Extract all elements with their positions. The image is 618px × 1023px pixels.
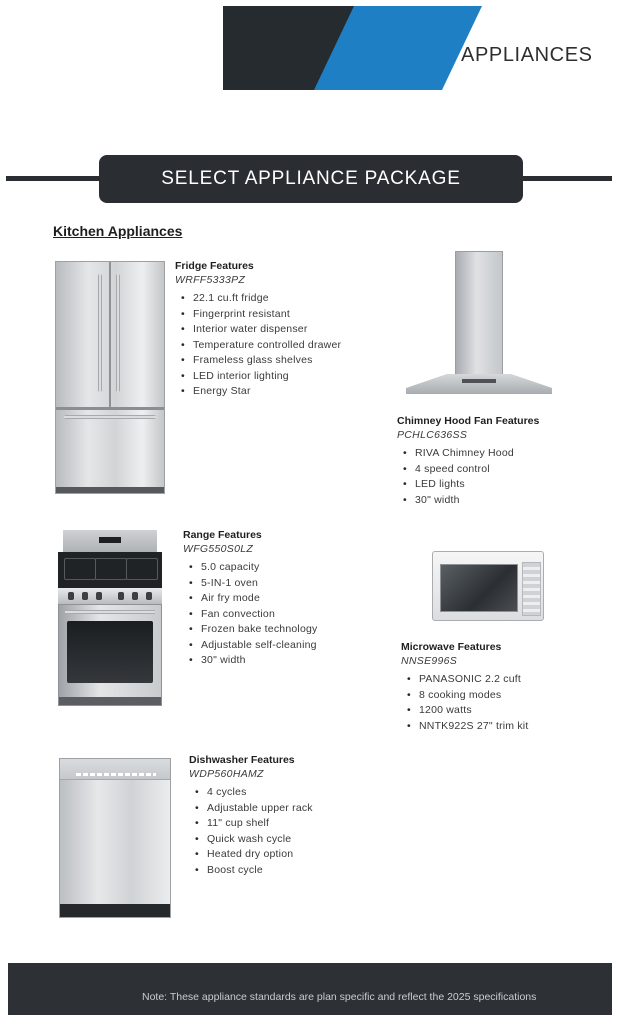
range-image [58,530,162,706]
list-item: • 4 speed control [403,462,539,478]
fridge-features-title: Fridge Features [175,260,254,272]
fridge-features [175,260,341,400]
dishwasher-image [59,758,171,918]
chimney-hood-canopy [406,374,552,394]
list-item: • LED lights [403,477,539,493]
list-item: • PANASONIC 2.2 cuft [407,672,528,688]
range-features-title: Range Features [183,529,262,541]
list-item: • Quick wash cycle [195,832,313,848]
microwave-features-title: Microwave Features [401,641,502,653]
dishwasher-features [189,754,313,878]
list-item: • Air fry mode [189,591,317,607]
list-item: • Energy Star [181,384,341,400]
dishwasher-features-title: Dishwasher Features [189,754,295,766]
microwave-features [401,641,528,734]
list-item: • Frameless glass shelves [181,353,341,369]
chimney-hood-image [455,251,503,377]
list-item: • 8 cooking modes [407,688,528,704]
range-features [183,529,317,669]
list-item: • Fingerprint resistant [181,307,341,323]
list-item: • Frozen bake technology [189,622,317,638]
fridge-feature-list [181,291,341,400]
list-item: • 1200 watts [407,703,528,719]
dishwasher-feature-list [195,785,313,878]
section-title: SELECT APPLIANCE PACKAGE [161,168,461,189]
range-feature-list [189,560,317,669]
list-item: • Heated dry option [195,847,313,863]
list-item: • RIVA Chimney Hood [403,446,539,462]
fridge-model: WRFF5333PZ [175,274,246,286]
hood-features-title: Chimney Hood Fan Features [397,415,540,427]
fridge-image [55,261,165,494]
list-item: • 30" width [189,653,317,669]
list-item: • 22.1 cu.ft fridge [181,291,341,307]
list-item: • 30" width [403,493,539,509]
list-item: • Adjustable upper rack [195,801,313,817]
chimney-hood-controls [462,379,496,383]
list-item: • NNTK922S 27" trim kit [407,719,528,735]
list-item: • Temperature controlled drawer [181,338,341,354]
kitchen-appliances-heading: Kitchen Appliances [53,223,183,239]
page-title: APPLIANCES [461,44,593,66]
microwave-image [432,551,544,621]
list-item: • Boost cycle [195,863,313,879]
list-item: • Adjustable self-cleaning [189,638,317,654]
list-item: • 4 cycles [195,785,313,801]
hood-feature-list [403,446,539,508]
microwave-model: NNSE996S [401,655,458,667]
footer-note: Note: These appliance standards are plan specific and reflect the 2025 specifications [142,991,537,1003]
range-model: WFG550S0LZ [183,543,254,555]
microwave-feature-list [407,672,528,734]
list-item: • LED interior lighting [181,369,341,385]
list-item: • 11" cup shelf [195,816,313,832]
hood-features [397,415,539,508]
footer-bar [8,963,612,1015]
list-item: • 5-IN-1 oven [189,576,317,592]
hood-model: PCHLC636SS [397,429,468,441]
dishwasher-model: WDP560HAMZ [189,768,264,780]
section-banner [99,155,523,203]
list-item: • Fan convection [189,607,317,623]
list-item: • 5.0 capacity [189,560,317,576]
list-item: • Interior water dispenser [181,322,341,338]
